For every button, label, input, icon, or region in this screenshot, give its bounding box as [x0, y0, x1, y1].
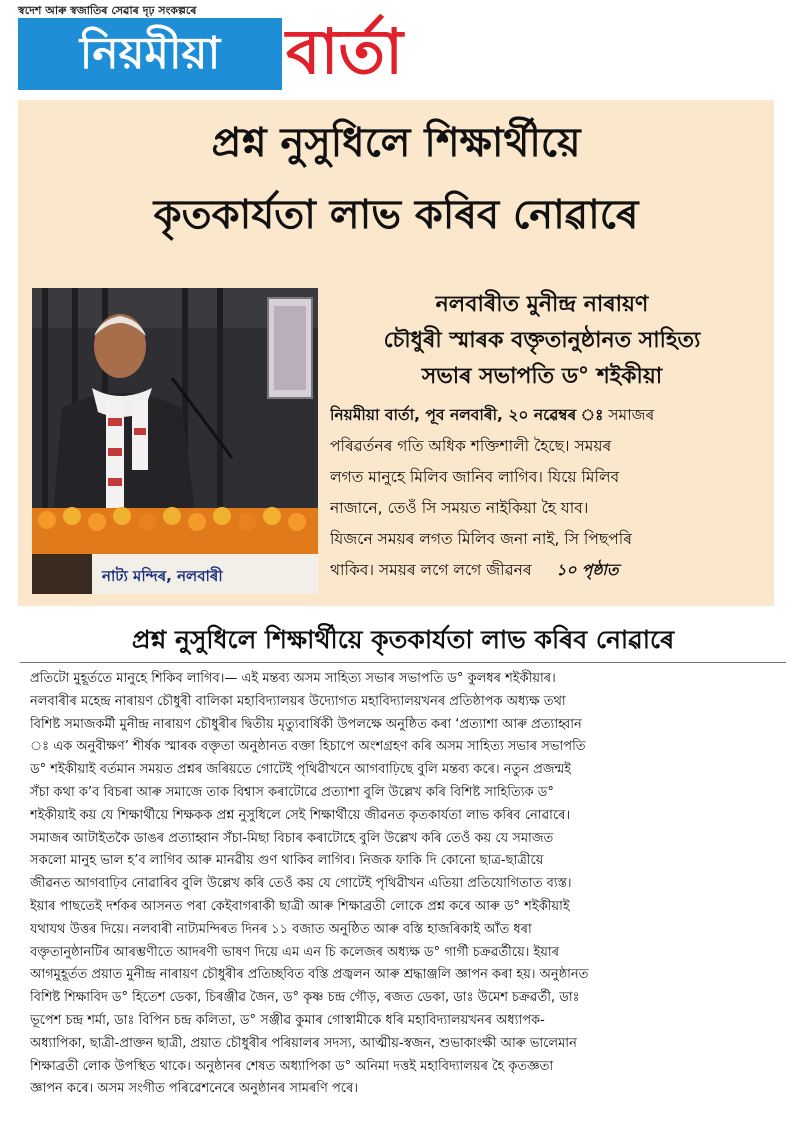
- article-body: [30, 668, 790, 1101]
- body-line: সমাজৰ আটাইতকৈ ডাঙৰ প্ৰত্যাহ্বান সঁচা-মিছা বিচাৰ কৰাটোহে বুলি উল্লেখ কৰি তেওঁ কয় যে সমাজত: [30, 830, 554, 846]
- body-line: সকলো মানুহ ভাল হ’ব লাগিব আৰু মানৱীয় গুণ থাকিব লাগিব। নিজক ফাকি দি কোনো ছাত্ৰ-ছাত্ৰীয়ে: [30, 853, 544, 869]
- lead-line: যিজনে সময়ৰ লগত মিলিব জনা নাই, সি পিছপৰি: [330, 530, 632, 548]
- divider-rule: [20, 662, 786, 663]
- masthead-name-part1: নিয়মীয়া: [18, 18, 282, 90]
- lead-paragraph: [330, 400, 766, 586]
- body-line: বিশিষ্ট সমাজকৰ্মী মুনীন্দ্ৰ নাৰায়ণ চৌধুৰীৰ দ্বিতীয় মৃত্যুবাৰ্ষিকী উপলক্ষে অনুষ্ঠিত কৰা ‘প্ৰত্যাশা আৰু প্ৰত্যাহ্বান: [30, 716, 582, 732]
- lead-line: লগত মানুহে মিলিব জানিব লাগিব। যিয়ে মিলিব: [330, 468, 620, 486]
- body-line: শিক্ষাব্ৰতী লোক উপস্থিত থাকে। অনুষ্ঠানৰ শেষত অধ্যাপিকা ড° অনিমা দত্তই মহাবিদ্যালয়ৰ হৈ কৃতজ্ঞতা: [30, 1058, 554, 1074]
- lead-line: পৰিৱৰ্তনৰ গতি অধিক শক্তিশালী হৈছে। সময়ৰ: [330, 437, 612, 455]
- body-line: সঁচা কথা ক’ব বিচৰা আৰু সমাজে তাক বিশ্বাস কৰাটোৱে প্ৰত্যাশা বুলি উল্লেখ কৰি বিশিষ্ট সাহিত্যিক ড°: [30, 784, 554, 800]
- subhead-line3: সভাৰ সভাপতি ড° শইকীয়া: [421, 364, 663, 389]
- body-line: নলবাৰীৰ মহেন্দ্ৰ নাৰায়ণ চৌধুৰী বালিকা মহাবিদ্যালয়ৰ উদ্যোগত মহাবিদ্যালয়খনৰ প্ৰতিষ্ঠাপক অধ্যক্ষ তথা: [30, 693, 566, 709]
- speaker-photo: [32, 288, 318, 594]
- body-line: জীৱনত আগবাঢ়িব নোৱাৰিব বুলি উল্লেখ কৰি তেওঁ কয় যে গোটেই পৃথিৱীখন এতিয়া প্ৰতিযোগিতাত ব্যস্ত।: [30, 876, 572, 892]
- dateline: নিয়মীয়া বাৰ্তা, পূব নলবাৰী, ২০ নৱেম্বৰ ঃ: [330, 406, 604, 424]
- body-line: যথাযথ উত্তৰ দিয়ে। নলবাৰী নাট্যমন্দিৰত দিনৰ ১১ বজাত অনুষ্ঠিত আৰু বস্তি হাজৰিকাই আঁত ধৰা: [30, 921, 532, 937]
- body-line: ঃ এক অনুবীক্ষণ’ শীৰ্ষক স্মাৰক বক্তৃতা অনুষ্ঠানত বক্তা হিচাপে অংশগ্ৰহণ কৰি অসম সাহিত্য সভাৰ সভাপতি: [30, 739, 586, 755]
- body-line: বক্তৃতানুষ্ঠানটিৰ আৰম্ভণীতে আদৰণী ভাষণ দিয়ে এম এন চি কলেজৰ অধ্যক্ষ ড° গাৰ্গী চক্ৰৱৰ্তীয়ে। ইয়াৰ: [30, 944, 560, 960]
- body-line: ড° শইকীয়াই বৰ্তমান সময়ত প্ৰশ্নৰ জৰিয়তে গোটেই পৃথিৱীখনে আগবাঢ়িছে বুলি মন্তব্য কৰে। নতুন প্ৰজন্মই: [30, 762, 572, 778]
- main-story-box: [18, 100, 774, 606]
- masthead-slogan: স্বদেশ আৰু স্বজাতিৰ সেৱাৰ দৃঢ় সংকল্পৰে: [18, 4, 197, 17]
- lead-line: নিয়মীয়া বাৰ্তা, পূব নলবাৰী, ২০ নৱেম্বৰ ঃ সমাজৰ: [330, 406, 655, 424]
- second-headline: প্ৰশ্ন নুসুধিলে শিক্ষাৰ্থীয়ে কৃতকাৰ্যতা লাভ কৰিব নোৱাৰে: [131, 625, 675, 654]
- body-line: অধ্যাপিকা, ছাত্ৰী-প্ৰাক্তন ছাত্ৰী, প্ৰয়াত চৌধুৰীৰ পৰিয়ালৰ সদস্য, আত্মীয়-স্বজন, শুভাকাংক্ষী আৰু ভালেমান: [30, 1035, 577, 1051]
- subhead-line1: নলবাৰীত মুনীন্দ্ৰ নাৰায়ণ: [435, 292, 649, 317]
- masthead: [10, 0, 794, 92]
- body-line: বিশিষ্ট শিক্ষাবিদ ড° হিতেশ ডেকা, চিৰঞ্জীৱ জৈন, ড° কৃষ্ণ চন্দ্ৰ গৌড়, ৰজত ডেকা, ডাঃ উমেশ চক্ৰৱৰ্তী, ডাঃ: [30, 990, 580, 1006]
- main-headline-line1: প্ৰশ্ন নুসুধিলে শিক্ষাৰ্থীয়ে: [211, 120, 581, 166]
- masthead-name-part2: বাৰ্তা: [286, 15, 403, 88]
- body-line: শইকীয়াই কয় যে শিক্ষাৰ্থীয়ে শিক্ষকক প্ৰশ্ন নুসুধিলে সেই শিক্ষাৰ্থীয়ে জীৱনত কৃতকাৰ্যতা লাভ কৰিব নোৱাৰে।: [30, 807, 571, 823]
- continued-on-page[interactable]: ১০ পৃষ্ঠাত: [556, 561, 619, 579]
- body-line: প্ৰতিটো মুহূৰ্ততে মানুহে শিকিব লাগিব।— এই মন্তব্য অসম সাহিত্য সভাৰ সভাপতি ড° কুলধৰ শইকীয়াৰ।: [30, 671, 556, 686]
- speaker-photo-image: [32, 288, 318, 594]
- photo-banner-text: নাট্য মন্দিৰ, নলবাৰী: [102, 567, 223, 585]
- body-line: ভূপেশ চন্দ্ৰ শৰ্মা, ডাঃ বিপিন চন্দ্ৰ কলিতা, ড° সঞ্জীৱ কুমাৰ গোস্বামীকে ধৰি মহাবিদ্যালয়খনৰ অধ্যাপক-: [30, 1012, 545, 1028]
- subhead-line2: চৌধুৰী স্মাৰক বক্তৃতানুষ্ঠানত সাহিত্য: [383, 328, 701, 353]
- lead-line: থাকিব। সময়ৰ লগে লগে জীৱনৰ ১০ পৃষ্ঠাত: [330, 561, 619, 579]
- body-line: আগমুহূৰ্তত প্ৰয়াত মুনীন্দ্ৰ নাৰায়ণ চৌধুৰীৰ প্ৰতিচ্ছবিত বস্তি প্ৰজ্বলন আৰু শ্ৰদ্ধাঞ্জলি জ্ঞাপন কৰা হয়। অনুষ্ঠানত: [30, 967, 589, 983]
- body-line: ইয়াৰ পাছতেই দৰ্শকৰ আসনত পৰা কেইবাগৰাকী ছাত্ৰী আৰু শিক্ষাব্ৰতী লোকে প্ৰশ্ন কৰে আৰু ড° শইকীয়াই: [30, 898, 570, 914]
- body-line: জ্ঞাপন কৰে। অসম সংগীত পৰিৱেশনেৰে অনুষ্ঠানৰ সামৰণি পৰে।: [30, 1081, 358, 1097]
- main-headline-line2: কৃতকাৰ্যতা লাভ কৰিব নোৱাৰে: [153, 192, 639, 238]
- lead-line: নাজানে, তেওঁ সি সময়ত নাইকিয়া হৈ যাব।: [330, 499, 589, 517]
